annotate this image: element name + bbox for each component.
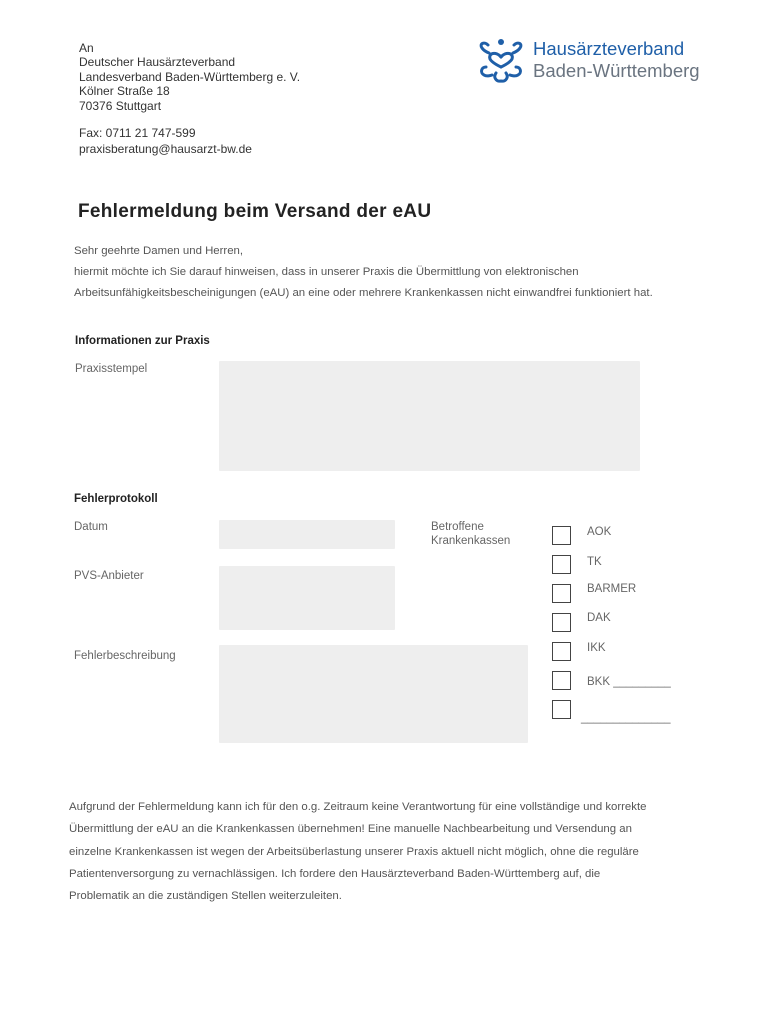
protocol-section-heading: Fehlerprotokoll	[74, 493, 158, 505]
description-label: Fehlerbeschreibung	[74, 650, 176, 662]
checkbox-barmer[interactable]	[552, 584, 571, 603]
intro-text	[74, 241, 653, 304]
date-field[interactable]	[219, 520, 395, 549]
checkbox-other[interactable]	[552, 700, 571, 719]
fax-number: Fax: 0711 21 747-599	[79, 126, 196, 140]
date-label: Datum	[74, 521, 108, 533]
closing-line: Patientenversorgung zu vernachlässigen. Ich fordere den Hausärzteverband Baden-Württemberg auf, die	[69, 867, 601, 880]
contact-block	[79, 125, 252, 157]
logo	[476, 37, 736, 87]
address-line: Kölner Straße 18	[79, 84, 170, 99]
insurers-label	[431, 520, 510, 548]
address-line: Landesverband Baden-Württemberg e. V.	[79, 69, 301, 84]
closing-line: Übermittlung der eAU an die Krankenkassen übernehmen! Eine manuelle Nachbearbeitung und Versendung an	[69, 823, 632, 836]
logo-text-primary: Hausärzteverband	[533, 38, 685, 59]
checkbox-tk[interactable]	[552, 555, 571, 574]
hearts-logo-icon	[476, 37, 526, 85]
insurers-label-line: Betroffene	[431, 521, 484, 533]
stamp-label: Praxisstempel	[75, 363, 148, 375]
checkbox-label: AOK	[587, 526, 612, 538]
intro-line: Arbeitsunfähigkeitsbescheinigungen (eAU) an eine oder mehrere Krankenkassen nicht einwandfrei funktioniert hat.	[74, 287, 653, 299]
checkbox-bkk[interactable]	[552, 671, 571, 690]
checkbox-label: BKK _________	[587, 676, 671, 688]
insurers-label-line: Krankenkassen	[431, 535, 511, 547]
intro-line: Sehr geehrte Damen und Herren,	[74, 245, 244, 257]
checkbox-label: ______________	[581, 712, 671, 724]
closing-line: einzelne Krankenkassen ist wegen der Arbeitsüberlastung unserer Praxis aktuell nicht möglich, ohne die reguläre	[69, 845, 639, 858]
address-line: Deutscher Hausärzteverband	[79, 55, 236, 70]
intro-line: hiermit möchte ich Sie darauf hinweisen, dass in unserer Praxis die Übermittlung von elektronischen	[74, 266, 579, 278]
checkbox-aok[interactable]	[552, 526, 571, 545]
praxis-section-heading: Informationen zur Praxis	[75, 335, 210, 347]
checkbox-dak[interactable]	[552, 613, 571, 632]
closing-line: Aufgrund der Fehlermeldung kann ich für den o.g. Zeitraum keine Verantwortung für eine vollständige und korrekte	[69, 801, 647, 813]
closing-line: Problematik an die zuständigen Stellen weiterzuleiten.	[69, 890, 342, 903]
praxis-stamp-field[interactable]	[219, 361, 640, 471]
address-line: An	[79, 41, 94, 55]
pvs-field[interactable]	[219, 566, 395, 630]
checkbox-label: IKK	[587, 642, 606, 654]
pvs-label: PVS-Anbieter	[74, 570, 144, 582]
logo-text-secondary: Baden-Württemberg	[533, 60, 700, 81]
closing-text	[69, 796, 646, 907]
recipient-address	[79, 41, 300, 113]
checkbox-label: TK	[587, 556, 602, 568]
document-title: Fehlermeldung beim Versand der eAU	[78, 201, 432, 222]
checkbox-ikk[interactable]	[552, 642, 571, 661]
email-address: praxisberatung@hausarzt-bw.de	[79, 142, 252, 156]
checkbox-label: DAK	[587, 612, 611, 624]
address-line: 70376 Stuttgart	[79, 98, 162, 113]
description-field[interactable]	[219, 645, 528, 743]
checkbox-label: BARMER	[587, 583, 637, 595]
